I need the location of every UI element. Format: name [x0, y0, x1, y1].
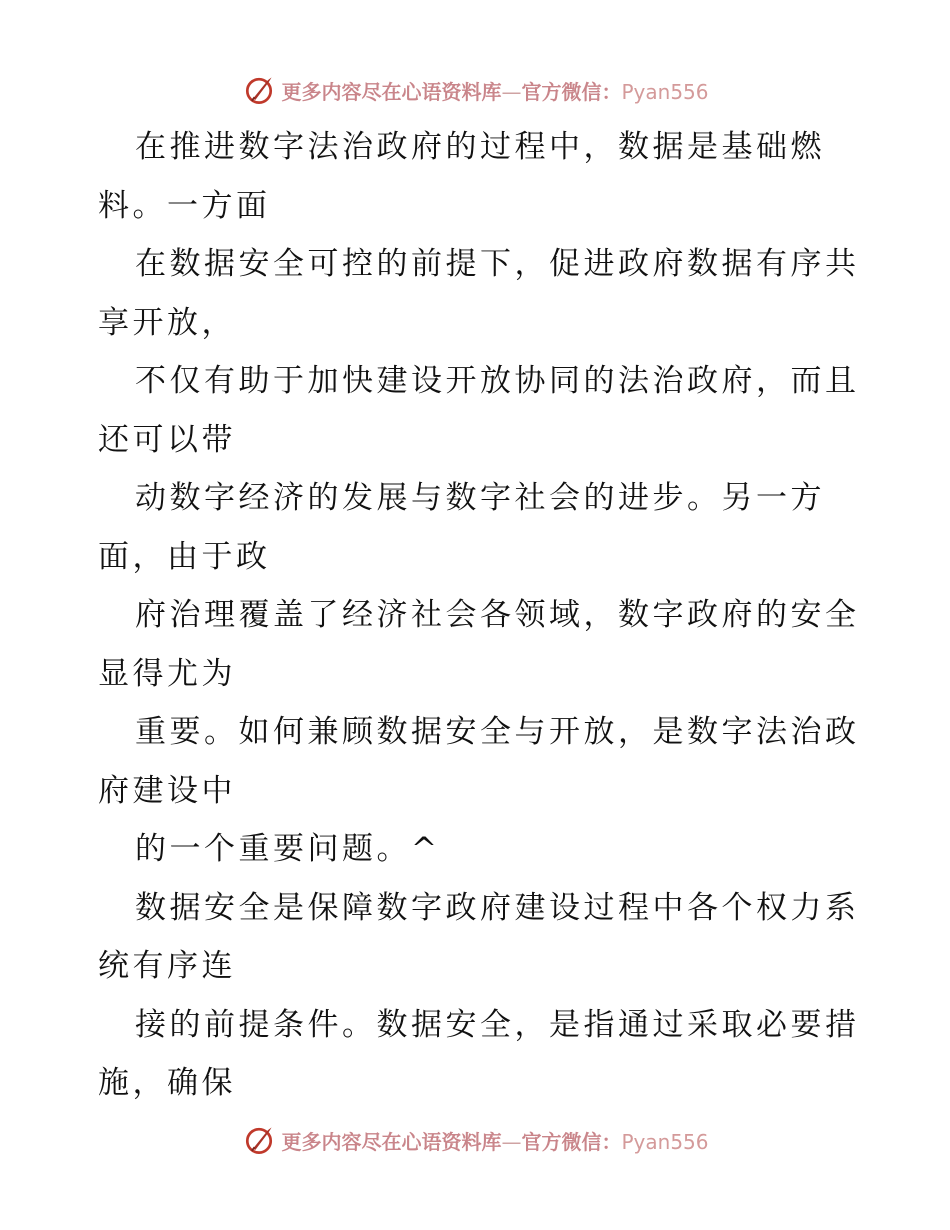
text-line: 在数据安全可控的前提下，促进政府数据有序共: [135, 246, 860, 282]
text-line: 接的前提条件。数据安全，是指通过采取必要措: [135, 1006, 860, 1043]
quill-pen-logo-icon: [241, 1122, 277, 1158]
watermark-separator: —: [501, 1129, 522, 1154]
text-line: 重要。如何兼顾数据安全与开放，是数字法治政: [135, 714, 860, 750]
text-line: 动数字经济的发展与数字社会的进步。另一方: [135, 480, 825, 516]
text-line: 显得尤为: [98, 655, 236, 692]
text-line: 的一个重要问题。^: [135, 831, 441, 867]
watermark-main-text: 更多内容尽在心语资料库: [281, 79, 502, 104]
watermark-account-label: 官方微信：: [521, 1129, 622, 1154]
quill-pen-logo-icon: [241, 72, 277, 108]
watermark-account-id: Pyan556: [621, 1129, 709, 1154]
text-line: 统有序连: [98, 948, 236, 984]
text-line: 还可以带: [98, 421, 236, 458]
text-line: 料。一方面: [98, 187, 271, 224]
text-line: 数据安全是保障数字政府建设过程中各个权力系: [135, 889, 860, 926]
watermark-account-id: Pyan556: [621, 79, 709, 104]
watermark-account-label: 官方微信：: [521, 79, 622, 104]
text-line: 府治理覆盖了经济社会各领域，数字政府的安全: [135, 597, 860, 633]
document-body: [98, 118, 868, 1113]
text-line: 享开放，: [98, 304, 236, 341]
text-line: 不仅有助于加快建设开放协同的法治政府，而且: [135, 363, 860, 399]
text-line: 面，由于政: [98, 538, 271, 575]
text-line: 在推进数字法治政府的过程中，数据是基础燃: [135, 129, 825, 165]
header-watermark: [0, 70, 950, 110]
watermark-main-text: 更多内容尽在心语资料库: [281, 1129, 502, 1154]
text-line: 府建设中: [98, 772, 236, 809]
footer-watermark: [0, 1120, 950, 1160]
watermark-text: [281, 1126, 708, 1155]
watermark-separator: —: [501, 79, 522, 104]
watermark-text: [281, 76, 708, 105]
text-line: 施，确保: [98, 1065, 236, 1101]
